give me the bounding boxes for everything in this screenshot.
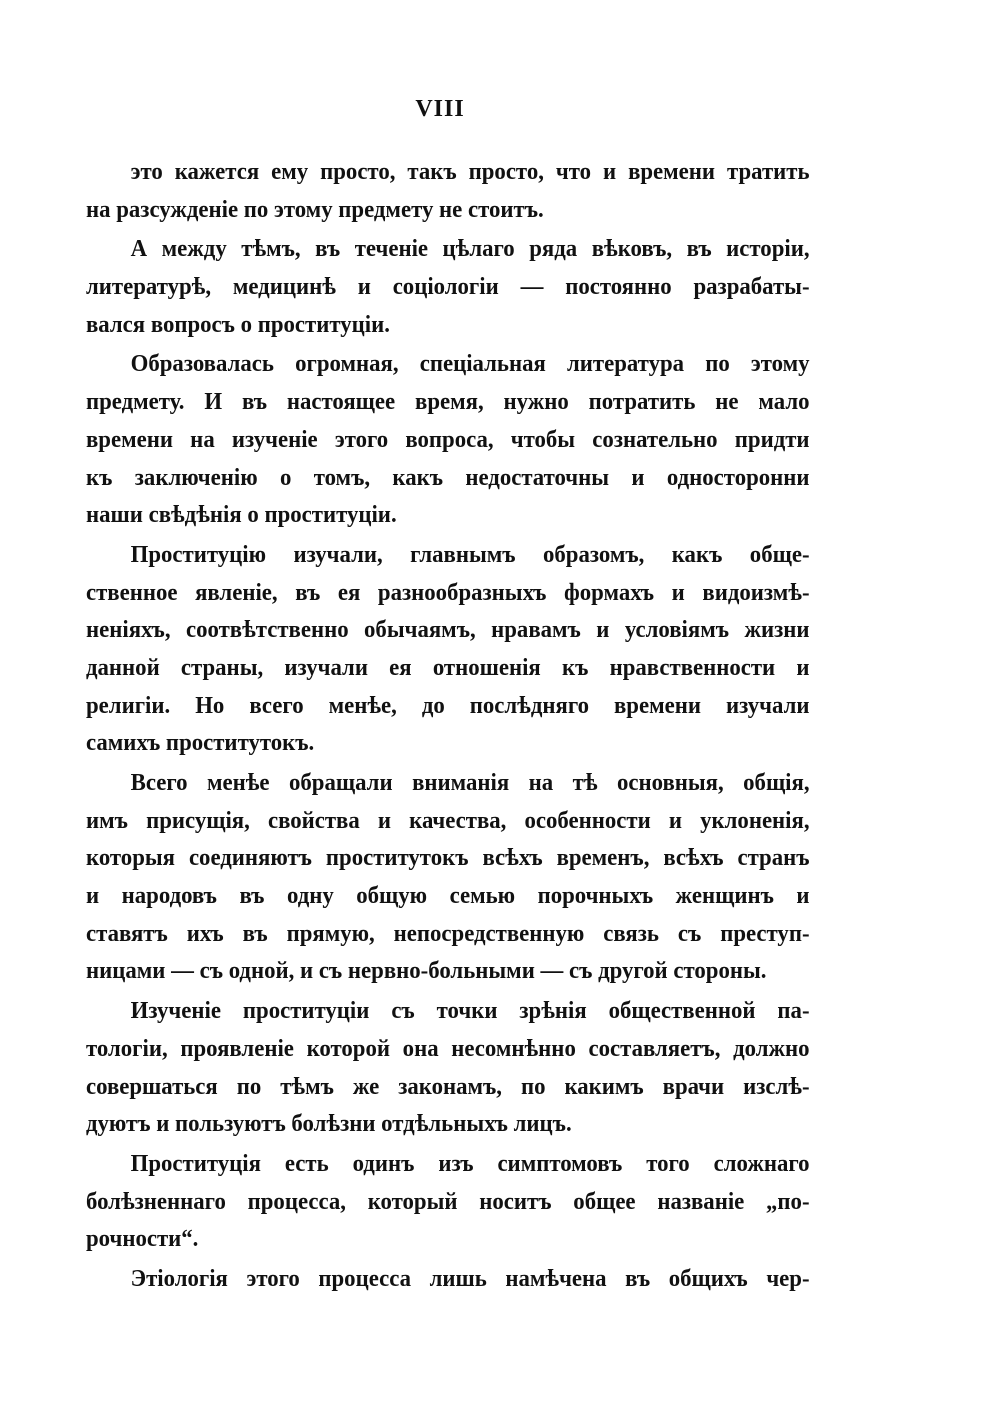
text-line: рочности“. (86, 1225, 199, 1253)
text-line: А между тѣмъ, въ теченіе цѣлаго ряда вѣковъ, въ исторіи, (130, 235, 810, 263)
paragraph (86, 992, 810, 1143)
text-line: Проституцію изучали, главнымъ образомъ, какъ обще- (130, 540, 810, 568)
text-line: имъ присущія, свойства и качества, особенности и уклоненія, (86, 806, 810, 834)
paragraph (86, 764, 810, 990)
text-line: Проституція есть одинъ изъ симптомовъ того сложнаго (130, 1149, 810, 1177)
text-line: на разсужденіе по этому предмету не стоитъ. (86, 195, 544, 223)
text-line: это кажется ему просто, такъ просто, что и времени тратить (130, 158, 810, 185)
text-line: самихъ проститутокъ. (86, 729, 315, 757)
body-text (86, 153, 810, 1298)
text-line: религіи. Но всего менѣе, до послѣдняго времени изучали (86, 691, 810, 719)
text-line: Этіологія этого процесса лишь намѣчена въ общихъ чер- (130, 1264, 810, 1292)
text-line: совершаться по тѣмъ же законамъ, по какимъ врачи изслѣ- (86, 1072, 810, 1100)
paragraph (86, 1260, 810, 1298)
text-line: Образовалась огромная, спеціальная литература по этому (130, 350, 810, 378)
text-line: тологіи, проявленіе которой она несомнѣнно составляетъ, должно (86, 1034, 810, 1062)
page-number: VIII (415, 96, 465, 122)
text-line: Изученіе проституціи съ точки зрѣнія общественной па- (130, 997, 810, 1025)
text-line: наши свѣдѣнія о проституціи. (86, 501, 397, 529)
text-line: Всего менѣе обращали вниманія на тѣ основныя, общія, (130, 769, 810, 796)
text-line: ницами — съ одной, и съ нервно-больными — съ другой стороны. (86, 957, 767, 985)
text-line: къ заключенію о томъ, какъ недостаточны и односторонни (86, 463, 810, 491)
text-line: и народовъ въ одну общую семью порочныхъ женщинъ и (86, 882, 810, 910)
text-line: предмету. И въ настоящее время, нужно потратить не мало (86, 388, 810, 416)
text-line: ставятъ ихъ въ прямую, непосредственную связь съ преступ- (86, 919, 810, 947)
paragraph (86, 1145, 810, 1258)
text-line: дуютъ и пользуютъ болѣзни отдѣльныхъ лицъ. (86, 1110, 572, 1138)
text-line: литературѣ, медицинѣ и соціологіи — постоянно разрабаты- (86, 273, 810, 301)
paragraph (86, 230, 810, 343)
paragraph (86, 536, 810, 762)
text-line: которыя соединяютъ проститутокъ всѣхъ временъ, всѣхъ странъ (86, 844, 810, 872)
text-line: ственное явленіе, въ ея разнообразныхъ формахъ и видоизмѣ- (86, 578, 810, 606)
text-line: времени на изученіе этого вопроса, чтобы сознательно придти (86, 425, 810, 453)
text-line: вался вопросъ о проституціи. (86, 310, 390, 338)
text-line: болѣзненнаго процесса, который носитъ общее названіе „по- (86, 1187, 810, 1215)
text-line: неніяхъ, соотвѣтственно обычаямъ, нравамъ и условіямъ жизни (86, 616, 810, 644)
text-line: данной страны, изучали ея отношенія къ нравственности и (86, 653, 810, 681)
paragraph (86, 345, 810, 533)
paragraph (86, 153, 810, 228)
